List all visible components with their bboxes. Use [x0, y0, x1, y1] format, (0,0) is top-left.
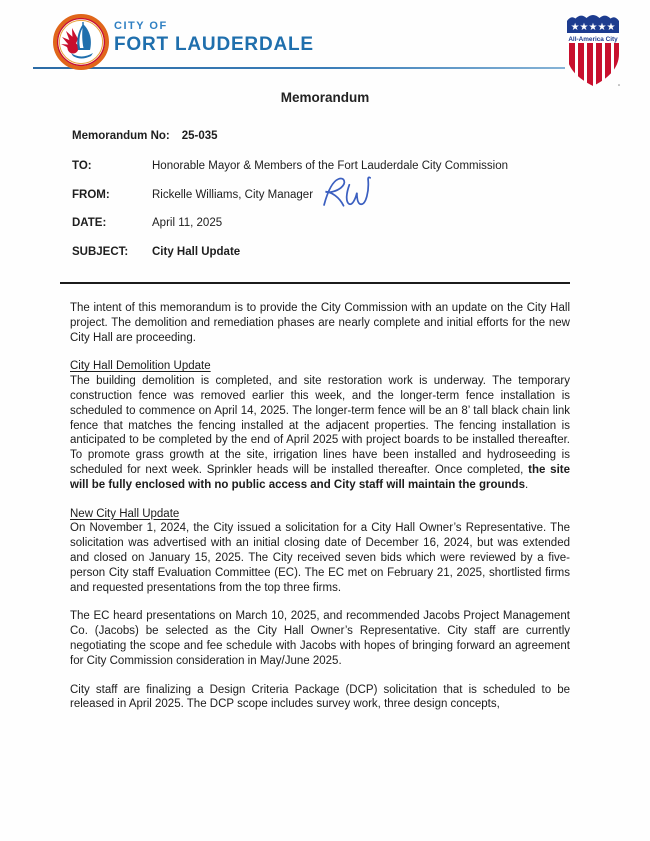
page-title: Memorandum — [280, 90, 370, 105]
section-heading-demolition: City Hall Demolition Update — [70, 360, 211, 373]
intro-paragraph: The intent of this memorandum is to provide the City Commission with an update on the City Hall project. The demolition and remediation phases are nearly complete and initial efforts for the new City Hall are proceeding. — [70, 302, 570, 344]
memo-number-value: 25-035 — [181, 130, 218, 142]
section-heading-new-city-hall: New City Hall Update — [70, 507, 180, 520]
signature-initials-icon — [319, 174, 371, 210]
dcp-paragraph: City staff are finalizing a Design Criteria Package (DCP) solicitation that is scheduled to be released in April 2025. The DCP scope includes survey work, three design concepts, — [70, 683, 570, 711]
memo-body — [70, 301, 570, 726]
subject-label: SUBJECT: — [72, 245, 129, 258]
shield-label: All-America City — [568, 36, 618, 43]
demolition-bold-text: the site will be fully enclosed with no public access and City staff will maintain the grounds — [70, 463, 571, 491]
ec-recommendation-paragraph: The EC heard presentations on March 10, 2025, and recommended Jacobs Project Management Co. (Jacobs) be selected as the City Hall Owner’s Representative. City staff are currently negotiating the scope and fee schedule with Jacobs with hopes of bringing forward an agreement for City Commission consideration in May/June 2025. — [70, 610, 570, 667]
demolition-period: . — [524, 478, 529, 491]
memo-number-row — [72, 130, 592, 142]
solicitation-paragraph: On November 1, 2024, the City issued a solicitation for a City Hall Owner’s Representative. The solicitation was advertised with an initial closing date of December 16, 2024, but was extended and closed on January 15, 2025. The City received seven bids which were reviewed by a five-person City staff Evaluation Committee (EC). The EC met on February 21, 2025, shortlisted firms and requested presentations from the top three firms. — [70, 522, 570, 594]
city-name-text: FORT LAUDERDALE — [114, 34, 314, 55]
to-value: Honorable Mayor & Members of the Fort Lauderdale City Commission — [152, 160, 509, 172]
memo-header-fields — [72, 130, 592, 274]
fort-lauderdale-seal-icon — [53, 14, 109, 70]
demolition-paragraph — [70, 374, 570, 492]
demolition-text: The building demolition is completed, and site restoration work is underway. The temporary construction fence was removed earlier this week, and the longer-term fence installation is scheduled to commence on April 14, 2025. The longer-term fence will be an 8’ tall black chain link fence that matches the fencing installed at the adjacent properties. The fencing installation is anticipated to be completed by the end of April 2025 with project boards to be installed thereafter. To promote grass growth at the site, irrigation lines have been installed and hydroseeding is scheduled for next week. Sprinkler heads will be installed thereafter. Once completed, — [70, 375, 570, 476]
to-row — [72, 160, 592, 172]
to-label: TO: — [72, 160, 92, 172]
from-value-text: Rickelle Williams, City Manager — [152, 188, 314, 201]
date-row — [72, 217, 592, 229]
from-label: FROM: — [72, 188, 110, 201]
date-value: April 11, 2025 — [152, 217, 223, 229]
shield-stars: ★★★★★ — [570, 22, 616, 33]
city-of-text: CITY OF — [114, 20, 168, 32]
all-america-city-shield-icon — [565, 12, 621, 88]
subject-value: City Hall Update — [152, 245, 241, 258]
date-label: DATE: — [72, 217, 107, 229]
from-row — [72, 189, 592, 201]
header-body-divider — [60, 282, 570, 284]
memo-number-label: Memorandum No: — [72, 130, 170, 142]
city-wordmark — [114, 21, 314, 54]
from-value — [152, 189, 371, 201]
subject-row — [72, 246, 592, 258]
header-divider-line — [33, 67, 565, 69]
